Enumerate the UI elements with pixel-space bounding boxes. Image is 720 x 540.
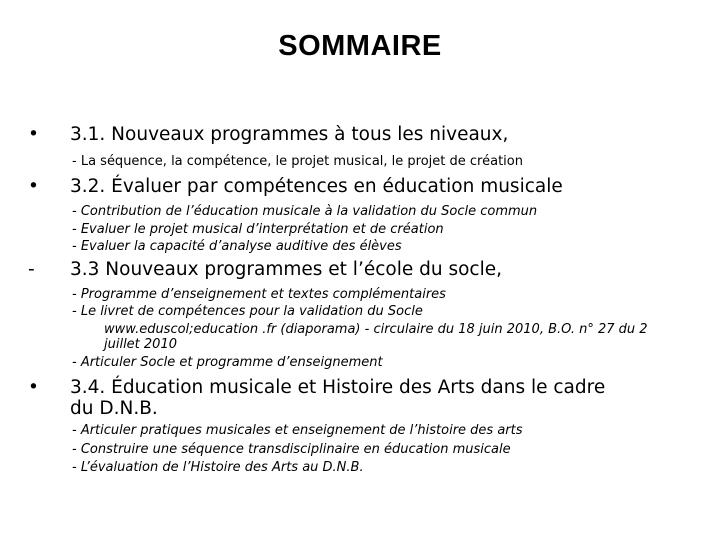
bullet: • — [28, 377, 39, 398]
list-item: - Construire une séquence transdisciplinaire en éducation musicale — [72, 442, 511, 457]
list-item: - Contribution de l’éducation musicale à la validation du Socle commun — [72, 204, 538, 219]
section-heading — [28, 124, 508, 146]
list-item-continuation: www.eduscol;education .fr (diaporama) - circulaire du 18 juin 2010, B.O. n° 27 du 2 — [104, 322, 648, 337]
list-item: - Le livret de compétences pour la validation du Socle — [72, 304, 423, 319]
section-heading — [28, 176, 563, 198]
list-item: - Evaluer le projet musical d’interprétation et de création — [72, 222, 444, 237]
heading-continuation: du D.N.B. — [70, 398, 158, 419]
heading-text: 3.2. Évaluer par compétences en éducation musicale — [70, 176, 563, 197]
list-item: - L’évaluation de l’Histoire des Arts au D.N.B. — [72, 460, 364, 475]
heading-text: 3.3 Nouveaux programmes et l’école du socle, — [70, 259, 502, 280]
section-heading — [28, 259, 502, 281]
bullet: • — [28, 176, 39, 197]
list-item: - Programme d’enseignement et textes complémentaires — [72, 287, 446, 302]
page-title: SOMMAIRE — [278, 30, 442, 62]
heading-text: 3.1. Nouveaux programmes à tous les niveaux, — [70, 124, 509, 145]
heading-text: 3.4. Éducation musicale et Histoire des Arts dans le cadre — [70, 377, 606, 398]
list-item: - Articuler pratiques musicales et enseignement de l’histoire des arts — [72, 423, 523, 438]
list-item: - Articuler Socle et programme d’enseignement — [72, 355, 383, 370]
list-item-continuation: juillet 2010 — [104, 337, 177, 352]
list-item: - Evaluer la capacité d’analyse auditive des élèves — [72, 239, 402, 254]
bullet: - — [28, 259, 35, 280]
bullet: • — [28, 124, 39, 145]
list-item: - La séquence, la compétence, le projet musical, le projet de création — [72, 154, 523, 169]
section-heading — [28, 377, 605, 399]
